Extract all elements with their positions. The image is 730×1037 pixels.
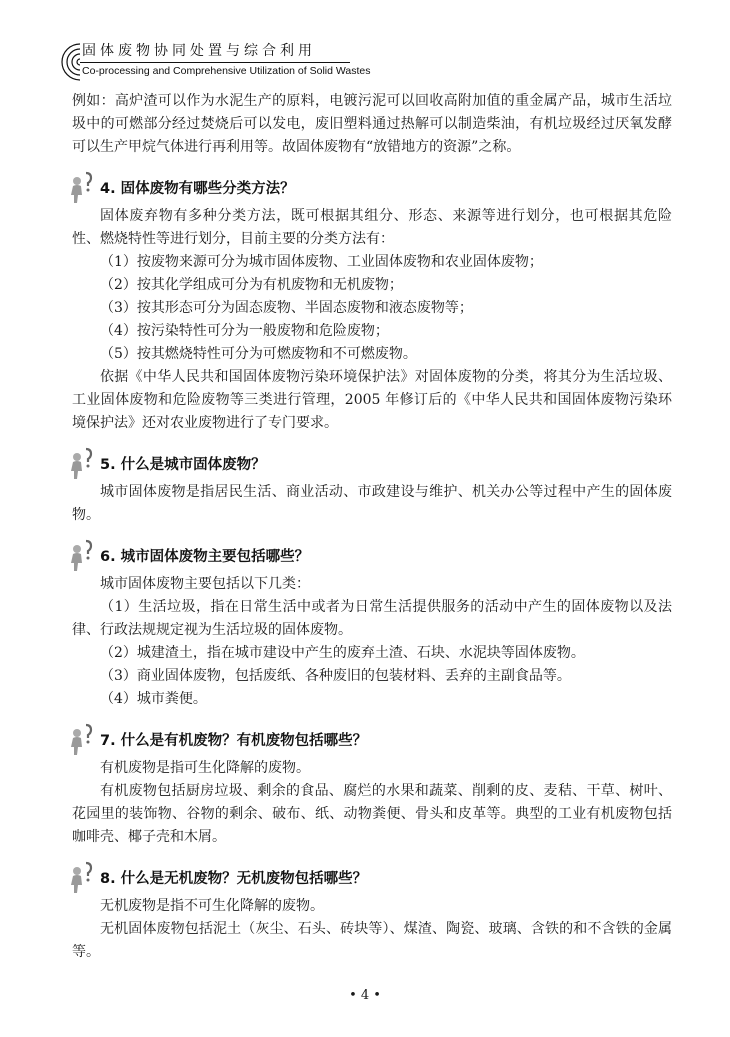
thinking-figure-icon — [68, 860, 98, 894]
list-item: （1）按废物来源可分为城市固体废物、工业固体废物和农业固体废物； — [100, 254, 543, 270]
arc-logo-icon — [60, 40, 82, 84]
section-heading-5 — [72, 445, 672, 481]
section-title: 5. 什么是城市固体废物？ — [100, 456, 266, 473]
section-tail: 有机废物包括厨房垃圾、剩余的食品、腐烂的水果和蔬菜、削剩的皮、麦秸、干草、树叶、花园里的装饰物、谷物的剩余、破布、纸、动物粪便、骨头和皮革等。典型的工业有机废物包括咖啡壳、椰子壳和木屑。 — [72, 783, 672, 845]
thinking-figure-icon — [68, 446, 98, 480]
list-item: （3）商业固体废物，包括废纸、各种废旧的包装材料、丢弃的主副食品等。 — [100, 668, 571, 684]
book-title: 固体废物协同处置与综合利用 — [82, 43, 316, 59]
header-rule — [80, 62, 350, 63]
book-subtitle: Co-processing and Comprehensive Utilization of Solid Wastes — [82, 65, 371, 77]
section-lead: 城市固体废物主要包括以下几类： — [100, 576, 310, 592]
section-tail: 无机固体废物包括泥土（灰尘、石头、砖块等）、煤渣、陶瓷、玻璃、含铁的和不含铁的金属等。 — [72, 921, 672, 960]
thinking-figure-icon — [68, 538, 98, 572]
section-lead: 城市固体废物是指居民生活、商业活动、市政建设与维护、机关办公等过程中产生的固体废物。 — [72, 484, 672, 523]
thinking-figure-icon — [68, 170, 98, 204]
section-title: 8. 什么是无机废物？无机废物包括哪些？ — [100, 870, 368, 887]
section-tail: 依据《中华人民共和国固体废物污染环境保护法》对固体废物的分类，将其分为生活垃圾、工业固体废物和危险废物等三类进行管理，2005 年修订后的《中华人民共和国固体废物污染环境保护法》还对农业废物进行了专门要求。 — [72, 369, 672, 431]
list-item: （4）城市粪便。 — [100, 691, 207, 707]
list-item: （2）按其化学组成可分为有机废物和无机废物； — [100, 277, 403, 293]
section-title: 6. 城市固体废物主要包括哪些？ — [100, 548, 310, 565]
list-item: （4）按污染特性可分为一般废物和危险废物； — [100, 323, 389, 339]
section-heading-6 — [72, 537, 672, 573]
list-item: （5）按其燃烧特性可分为可燃废物和不可燃废物。 — [100, 346, 417, 362]
intro-paragraph: 例如：高炉渣可以作为水泥生产的原料，电镀污泥可以回收高附加值的重金属产品，城市生活垃圾中的可燃部分经过焚烧后可以发电，废旧塑料通过热解可以制造柴油，有机垃圾经过厌氧发酵可以生产甲烷气体进行再利用等。故固体废物有“放错地方的资源”之称。 — [72, 93, 672, 155]
list-item: （3）按其形态可分为固态废物、半固态废物和液态废物等； — [100, 300, 473, 316]
section-lead: 有机废物是指可生化降解的废物。 — [100, 760, 310, 776]
page-content — [72, 90, 672, 964]
running-header — [60, 40, 371, 86]
section-heading-7 — [72, 721, 672, 757]
section-heading-4 — [72, 169, 672, 205]
page-number: • 4 • — [349, 988, 381, 1003]
thinking-figure-icon — [68, 722, 98, 756]
section-lead: 无机废物是指不可生化降解的废物。 — [100, 898, 324, 914]
section-title: 7. 什么是有机废物？有机废物包括哪些？ — [100, 732, 368, 749]
section-title: 4. 固体废物有哪些分类方法？ — [100, 180, 295, 197]
section-heading-8 — [72, 859, 672, 895]
list-item: （2）城建渣土，指在城市建设中产生的废弃土渣、石块、水泥块等固体废物。 — [100, 645, 585, 661]
list-item: （1）生活垃圾，指在日常生活中或者为日常生活提供服务的活动中产生的固体废物以及法律、行政法规规定视为生活垃圾的固体废物。 — [72, 599, 672, 638]
section-lead: 固体废弃物有多种分类方法，既可根据其组分、形态、来源等进行划分，也可根据其危险性、燃烧特性等进行划分，目前主要的分类方法有： — [72, 208, 672, 247]
